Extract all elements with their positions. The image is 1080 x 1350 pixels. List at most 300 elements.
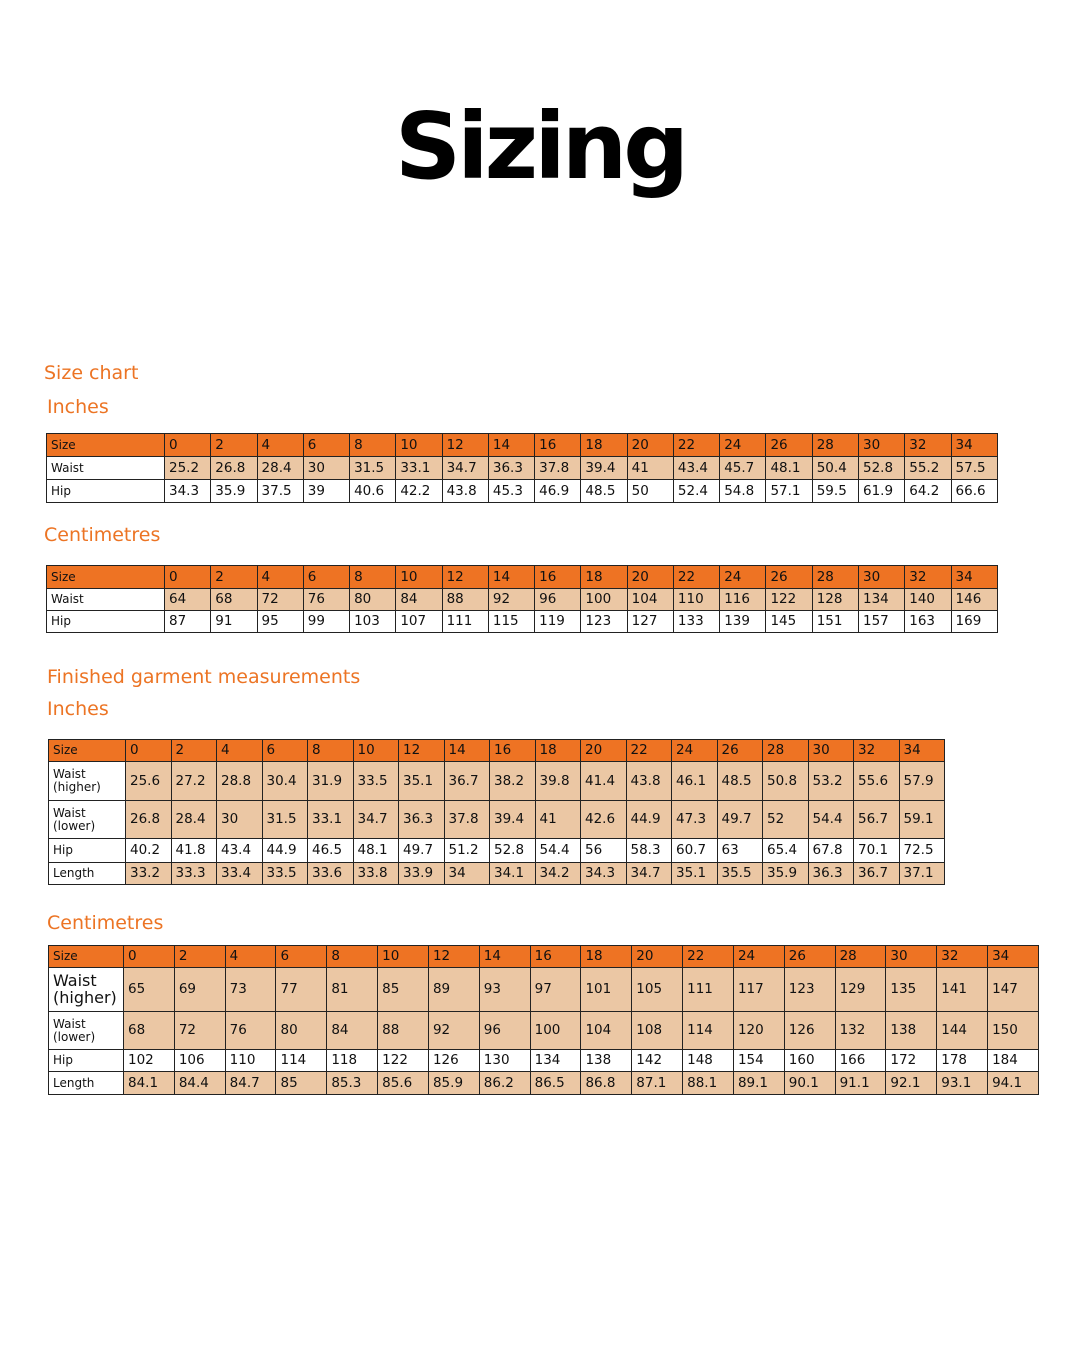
cell-value: 33.6	[308, 863, 354, 885]
size-22: 22	[626, 740, 672, 762]
size-32: 32	[854, 740, 900, 762]
cell-value: 45.7	[720, 457, 766, 480]
cell-value: 123	[581, 611, 627, 633]
cell-value: 86.8	[581, 1072, 632, 1095]
cell-value: 154	[733, 1050, 784, 1072]
row-waist-higher	[49, 762, 945, 801]
cell-value: 102	[124, 1050, 175, 1072]
cell-value: 30	[303, 457, 349, 480]
row-hip	[49, 1050, 1039, 1072]
cell-value: 141	[937, 968, 988, 1012]
cell-value: 100	[530, 1012, 581, 1050]
size-14: 14	[488, 434, 534, 457]
size-2: 2	[211, 566, 257, 589]
size-24: 24	[672, 740, 718, 762]
cell-value: 85	[378, 968, 429, 1012]
size-label: Size	[47, 434, 165, 457]
cell-value: 34.7	[353, 801, 399, 839]
cell-value: 59.1	[899, 801, 945, 839]
cell-value: 114	[683, 1012, 734, 1050]
cell-value: 101	[581, 968, 632, 1012]
cell-value: 85.6	[378, 1072, 429, 1095]
finished-garment-centimetres-table	[48, 945, 1039, 1095]
cell-value: 163	[905, 611, 951, 633]
cell-value: 144	[937, 1012, 988, 1050]
cell-value: 31.5	[262, 801, 308, 839]
cell-value: 41.4	[581, 762, 627, 801]
cell-value: 36.3	[399, 801, 445, 839]
row-hip	[47, 611, 998, 633]
row-label: Length	[49, 863, 126, 885]
row-label: Waist	[47, 589, 165, 611]
size-20: 20	[627, 566, 673, 589]
cell-value: 96	[535, 589, 581, 611]
size-8: 8	[350, 434, 396, 457]
cell-value: 73	[225, 968, 276, 1012]
cell-value: 76	[303, 589, 349, 611]
cell-value: 33.5	[262, 863, 308, 885]
cell-value: 72	[174, 1012, 225, 1050]
cell-value: 88	[442, 589, 488, 611]
cell-value: 63	[717, 839, 763, 863]
cell-value: 85.9	[428, 1072, 479, 1095]
size-28: 28	[812, 434, 858, 457]
cell-value: 58.3	[626, 839, 672, 863]
cell-value: 184	[988, 1050, 1039, 1072]
size-12: 12	[399, 740, 445, 762]
cell-value: 34.3	[165, 480, 211, 503]
size-14: 14	[488, 566, 534, 589]
size-4: 4	[217, 740, 263, 762]
cell-value: 33.5	[353, 762, 399, 801]
size-34: 34	[988, 946, 1039, 968]
row-label: Length	[49, 1072, 124, 1095]
cell-value: 41	[535, 801, 581, 839]
cell-value: 65	[124, 968, 175, 1012]
cell-value: 178	[937, 1050, 988, 1072]
size-12: 12	[428, 946, 479, 968]
size-34: 34	[951, 434, 997, 457]
cell-value: 41.8	[171, 839, 217, 863]
cell-value: 48.5	[581, 480, 627, 503]
size-30: 30	[858, 566, 904, 589]
size-0: 0	[124, 946, 175, 968]
cell-value: 52.8	[858, 457, 904, 480]
cell-value: 64	[165, 589, 211, 611]
size-header-row	[47, 434, 998, 457]
size-8: 8	[350, 566, 396, 589]
cell-value: 46.9	[535, 480, 581, 503]
cell-value: 77	[276, 968, 327, 1012]
finished-garment-heading: Finished garment measurements	[47, 666, 361, 688]
row-label: Waist (higher)	[49, 762, 126, 801]
cell-value: 31.5	[350, 457, 396, 480]
size-24: 24	[733, 946, 784, 968]
size-16: 16	[530, 946, 581, 968]
cell-value: 54.4	[535, 839, 581, 863]
size-20: 20	[632, 946, 683, 968]
cell-value: 92	[488, 589, 534, 611]
cell-value: 150	[988, 1012, 1039, 1050]
cell-value: 95	[257, 611, 303, 633]
cell-value: 111	[442, 611, 488, 633]
cell-value: 67.8	[808, 839, 854, 863]
cell-value: 86.2	[479, 1072, 530, 1095]
cell-value: 172	[886, 1050, 937, 1072]
cell-value: 84.1	[124, 1072, 175, 1095]
size-label: Size	[49, 946, 124, 968]
size-28: 28	[812, 566, 858, 589]
cell-value: 61.9	[858, 480, 904, 503]
cell-value: 92.1	[886, 1072, 937, 1095]
cell-value: 147	[988, 968, 1039, 1012]
size-32: 32	[937, 946, 988, 968]
cell-value: 48.1	[766, 457, 812, 480]
size-16: 16	[535, 434, 581, 457]
size-12: 12	[442, 566, 488, 589]
size-32: 32	[905, 566, 951, 589]
cell-value: 130	[479, 1050, 530, 1072]
cell-value: 151	[812, 611, 858, 633]
cell-value: 119	[535, 611, 581, 633]
cell-value: 117	[733, 968, 784, 1012]
cell-value: 56.7	[854, 801, 900, 839]
cell-value: 31.9	[308, 762, 354, 801]
row-waist-lower	[49, 1012, 1039, 1050]
cell-value: 33.9	[399, 863, 445, 885]
cell-value: 123	[784, 968, 835, 1012]
cell-value: 35.5	[717, 863, 763, 885]
cell-value: 85	[276, 1072, 327, 1095]
cell-value: 128	[812, 589, 858, 611]
size-10: 10	[396, 566, 442, 589]
cell-value: 84	[396, 589, 442, 611]
finished-garment-centimetres-heading: Centimetres	[47, 912, 164, 934]
size-16: 16	[490, 740, 536, 762]
cell-value: 105	[632, 968, 683, 1012]
size-32: 32	[905, 434, 951, 457]
cell-value: 99	[303, 611, 349, 633]
cell-value: 34.1	[490, 863, 536, 885]
size-26: 26	[766, 566, 812, 589]
cell-value: 56	[581, 839, 627, 863]
row-hip	[49, 839, 945, 863]
cell-value: 36.7	[444, 762, 490, 801]
cell-value: 35.9	[211, 480, 257, 503]
size-22: 22	[673, 566, 719, 589]
cell-value: 50	[627, 480, 673, 503]
cell-value: 47.3	[672, 801, 718, 839]
cell-value: 59.5	[812, 480, 858, 503]
cell-value: 80	[350, 589, 396, 611]
size-26: 26	[766, 434, 812, 457]
cell-value: 37.5	[257, 480, 303, 503]
cell-value: 27.2	[171, 762, 217, 801]
size-20: 20	[627, 434, 673, 457]
cell-value: 135	[886, 968, 937, 1012]
size-30: 30	[808, 740, 854, 762]
cell-value: 36.3	[488, 457, 534, 480]
cell-value: 36.3	[808, 863, 854, 885]
cell-value: 134	[530, 1050, 581, 1072]
cell-value: 114	[276, 1050, 327, 1072]
cell-value: 166	[835, 1050, 886, 1072]
cell-value: 33.2	[126, 863, 172, 885]
cell-value: 76	[225, 1012, 276, 1050]
size-30: 30	[858, 434, 904, 457]
cell-value: 57.5	[951, 457, 997, 480]
cell-value: 34.7	[626, 863, 672, 885]
cell-value: 68	[211, 589, 257, 611]
cell-value: 134	[858, 589, 904, 611]
cell-value: 46.1	[672, 762, 718, 801]
row-label: Waist (lower)	[49, 801, 126, 839]
cell-value: 34	[444, 863, 490, 885]
cell-value: 33.1	[396, 457, 442, 480]
size-18: 18	[581, 434, 627, 457]
cell-value: 52.4	[673, 480, 719, 503]
cell-value: 43.4	[673, 457, 719, 480]
cell-value: 37.1	[899, 863, 945, 885]
size-8: 8	[308, 740, 354, 762]
size-6: 6	[276, 946, 327, 968]
cell-value: 110	[673, 589, 719, 611]
cell-value: 48.5	[717, 762, 763, 801]
cell-value: 33.4	[217, 863, 263, 885]
row-label: Hip	[47, 480, 165, 503]
cell-value: 80	[276, 1012, 327, 1050]
row-length	[49, 1072, 1039, 1095]
cell-value: 92	[428, 1012, 479, 1050]
size-18: 18	[535, 740, 581, 762]
cell-value: 93.1	[937, 1072, 988, 1095]
cell-value: 84	[327, 1012, 378, 1050]
cell-value: 106	[174, 1050, 225, 1072]
cell-value: 55.6	[854, 762, 900, 801]
cell-value: 122	[766, 589, 812, 611]
cell-value: 96	[479, 1012, 530, 1050]
cell-value: 122	[378, 1050, 429, 1072]
cell-value: 50.4	[812, 457, 858, 480]
size-chart-inches-table	[46, 433, 998, 503]
size-18: 18	[581, 566, 627, 589]
cell-value: 115	[488, 611, 534, 633]
cell-value: 160	[784, 1050, 835, 1072]
cell-value: 55.2	[905, 457, 951, 480]
cell-value: 126	[784, 1012, 835, 1050]
size-16: 16	[535, 566, 581, 589]
size-6: 6	[262, 740, 308, 762]
cell-value: 26.8	[211, 457, 257, 480]
cell-value: 37.8	[444, 801, 490, 839]
cell-value: 33.1	[308, 801, 354, 839]
size-4: 4	[225, 946, 276, 968]
cell-value: 50.8	[763, 762, 809, 801]
cell-value: 88	[378, 1012, 429, 1050]
cell-value: 49.7	[717, 801, 763, 839]
cell-value: 40.6	[350, 480, 396, 503]
cell-value: 53.2	[808, 762, 854, 801]
cell-value: 34.3	[581, 863, 627, 885]
cell-value: 33.3	[171, 863, 217, 885]
cell-value: 33.8	[353, 863, 399, 885]
size-26: 26	[784, 946, 835, 968]
cell-value: 116	[720, 589, 766, 611]
size-2: 2	[211, 434, 257, 457]
cell-value: 25.2	[165, 457, 211, 480]
cell-value: 132	[835, 1012, 886, 1050]
size-18: 18	[581, 946, 632, 968]
size-34: 34	[951, 566, 997, 589]
cell-value: 44.9	[262, 839, 308, 863]
cell-value: 94.1	[988, 1072, 1039, 1095]
cell-value: 120	[733, 1012, 784, 1050]
cell-value: 87.1	[632, 1072, 683, 1095]
size-24: 24	[720, 566, 766, 589]
row-waist-higher	[49, 968, 1039, 1012]
cell-value: 40.2	[126, 839, 172, 863]
cell-value: 70.1	[854, 839, 900, 863]
cell-value: 69	[174, 968, 225, 1012]
size-0: 0	[126, 740, 172, 762]
cell-value: 107	[396, 611, 442, 633]
cell-value: 60.7	[672, 839, 718, 863]
cell-value: 43.4	[217, 839, 263, 863]
cell-value: 157	[858, 611, 904, 633]
cell-value: 111	[683, 968, 734, 1012]
size-0: 0	[165, 434, 211, 457]
size-chart-centimetres-table	[46, 565, 998, 633]
size-6: 6	[303, 434, 349, 457]
size-14: 14	[479, 946, 530, 968]
cell-value: 84.4	[174, 1072, 225, 1095]
cell-value: 103	[350, 611, 396, 633]
cell-value: 39.8	[535, 762, 581, 801]
cell-value: 72.5	[899, 839, 945, 863]
size-10: 10	[353, 740, 399, 762]
size-header-row	[49, 740, 945, 762]
row-label: Hip	[47, 611, 165, 633]
cell-value: 43.8	[626, 762, 672, 801]
cell-value: 169	[951, 611, 997, 633]
cell-value: 104	[581, 1012, 632, 1050]
cell-value: 57.1	[766, 480, 812, 503]
size-header-row	[49, 946, 1039, 968]
finished-garment-inches-table	[48, 739, 945, 885]
size-28: 28	[763, 740, 809, 762]
row-label: Waist (higher)	[49, 968, 124, 1012]
cell-value: 72	[257, 589, 303, 611]
cell-value: 104	[627, 589, 673, 611]
cell-value: 139	[720, 611, 766, 633]
cell-value: 91	[211, 611, 257, 633]
size-20: 20	[581, 740, 627, 762]
size-10: 10	[378, 946, 429, 968]
size-label: Size	[49, 740, 126, 762]
size-label: Size	[47, 566, 165, 589]
cell-value: 52	[763, 801, 809, 839]
size-chart-heading: Size chart	[44, 362, 139, 384]
page-title: Sizing	[394, 93, 686, 200]
size-30: 30	[886, 946, 937, 968]
size-34: 34	[899, 740, 945, 762]
cell-value: 39.4	[581, 457, 627, 480]
cell-value: 129	[835, 968, 886, 1012]
size-14: 14	[444, 740, 490, 762]
cell-value: 30.4	[262, 762, 308, 801]
cell-value: 36.7	[854, 863, 900, 885]
size-4: 4	[257, 566, 303, 589]
size-12: 12	[442, 434, 488, 457]
cell-value: 49.7	[399, 839, 445, 863]
cell-value: 43.8	[442, 480, 488, 503]
cell-value: 93	[479, 968, 530, 1012]
cell-value: 118	[327, 1050, 378, 1072]
row-hip	[47, 480, 998, 503]
cell-value: 39	[303, 480, 349, 503]
row-waist-lower	[49, 801, 945, 839]
cell-value: 89	[428, 968, 479, 1012]
cell-value: 90.1	[784, 1072, 835, 1095]
cell-value: 86.5	[530, 1072, 581, 1095]
cell-value: 142	[632, 1050, 683, 1072]
cell-value: 39.4	[490, 801, 536, 839]
row-length	[49, 863, 945, 885]
cell-value: 54.4	[808, 801, 854, 839]
cell-value: 148	[683, 1050, 734, 1072]
cell-value: 34.7	[442, 457, 488, 480]
cell-value: 87	[165, 611, 211, 633]
cell-value: 41	[627, 457, 673, 480]
row-label: Waist	[47, 457, 165, 480]
cell-value: 45.3	[488, 480, 534, 503]
cell-value: 54.8	[720, 480, 766, 503]
cell-value: 28.4	[257, 457, 303, 480]
finished-garment-inches-heading: Inches	[47, 698, 109, 720]
size-4: 4	[257, 434, 303, 457]
cell-value: 64.2	[905, 480, 951, 503]
size-28: 28	[835, 946, 886, 968]
cell-value: 26.8	[126, 801, 172, 839]
size-0: 0	[165, 566, 211, 589]
size-26: 26	[717, 740, 763, 762]
cell-value: 28.4	[171, 801, 217, 839]
cell-value: 38.2	[490, 762, 536, 801]
cell-value: 127	[627, 611, 673, 633]
cell-value: 97	[530, 968, 581, 1012]
cell-value: 133	[673, 611, 719, 633]
cell-value: 65.4	[763, 839, 809, 863]
cell-value: 35.9	[763, 863, 809, 885]
cell-value: 85.3	[327, 1072, 378, 1095]
cell-value: 48.1	[353, 839, 399, 863]
cell-value: 42.6	[581, 801, 627, 839]
size-header-row	[47, 566, 998, 589]
size-22: 22	[673, 434, 719, 457]
cell-value: 138	[581, 1050, 632, 1072]
cell-value: 100	[581, 589, 627, 611]
cell-value: 89.1	[733, 1072, 784, 1095]
cell-value: 108	[632, 1012, 683, 1050]
cell-value: 25.6	[126, 762, 172, 801]
cell-value: 68	[124, 1012, 175, 1050]
cell-value: 46.5	[308, 839, 354, 863]
cell-value: 66.6	[951, 480, 997, 503]
cell-value: 51.2	[444, 839, 490, 863]
cell-value: 126	[428, 1050, 479, 1072]
cell-value: 81	[327, 968, 378, 1012]
cell-value: 35.1	[399, 762, 445, 801]
